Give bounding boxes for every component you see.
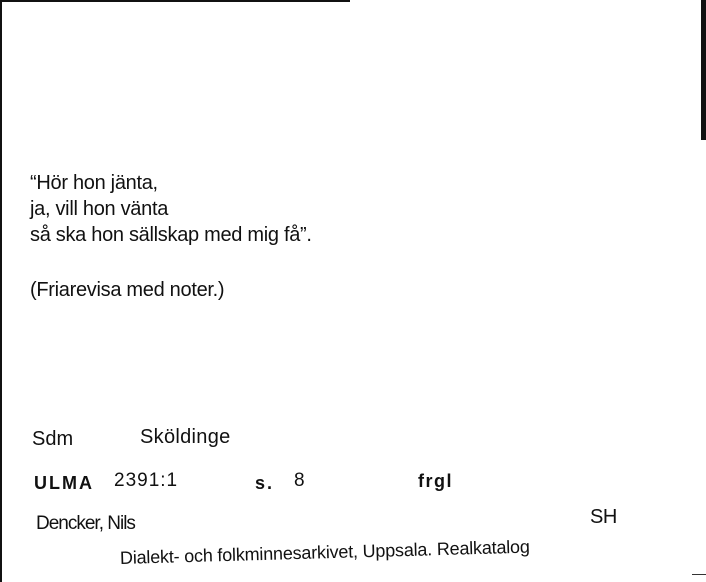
collector-initials: SH	[590, 506, 617, 528]
archive-code: ULMA	[34, 473, 94, 493]
archive-footer: Dialekt- och folkminnesarkivet, Uppsala. Realkatalog	[119, 536, 530, 568]
page-number: 8	[294, 470, 305, 491]
archive-number: 2391:1	[114, 470, 179, 491]
card-left-edge	[0, 0, 2, 582]
verse-text	[30, 170, 312, 248]
verse-line: ja, vill hon vänta	[30, 198, 169, 220]
category-code: frgl	[418, 471, 453, 491]
collector-name: Dencker, Nils	[36, 513, 135, 534]
card-right-edge	[701, 0, 706, 140]
parish-name: Sköldinge	[140, 426, 231, 448]
verse-line: “Hör hon jänta,	[30, 172, 158, 194]
verse-note: (Friarevisa med noter.)	[30, 279, 225, 301]
card-bottom-right-mark	[692, 574, 706, 575]
verse-line: så ska hon sällskap med mig få”.	[30, 224, 312, 246]
card-top-edge	[0, 0, 350, 2]
region-code: Sdm	[32, 428, 74, 450]
page-label: s.	[255, 473, 275, 493]
